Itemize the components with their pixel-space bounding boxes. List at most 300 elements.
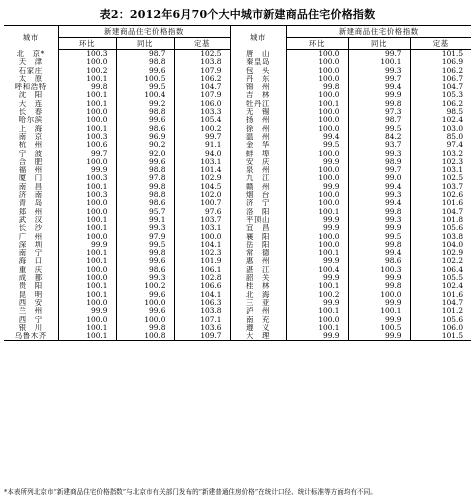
fixed-cell: 103.8 <box>174 307 230 315</box>
table-row <box>4 282 471 290</box>
city-cell: 岳 阳 <box>230 241 286 249</box>
mom-cell: 100.0 <box>58 266 116 274</box>
city-cell: 湛 江 <box>230 266 286 274</box>
city-cell: 常 德 <box>230 249 286 257</box>
fixed-cell: 101.5 <box>410 50 471 59</box>
fixed-cell: 104.0 <box>410 241 471 249</box>
yoy-cell: 99.8 <box>116 249 174 257</box>
table-row <box>4 141 471 149</box>
city-cell: 青 岛 <box>18 199 43 208</box>
city-cell: 银 川 <box>18 323 43 332</box>
fixed-cell: 104.7 <box>174 83 230 91</box>
fixed-cell: 102.0 <box>174 191 230 199</box>
yoy-cell: 100.2 <box>116 282 174 290</box>
header-yoy-left: 同比 <box>116 38 174 50</box>
mom-cell: 99.8 <box>58 83 116 91</box>
city-cell: 福 州 <box>18 166 43 175</box>
mom-cell: 99.9 <box>286 224 348 232</box>
mom-cell: 99.9 <box>286 274 348 282</box>
fixed-cell: 102.2 <box>410 257 471 265</box>
mom-cell: 100.1 <box>286 324 348 332</box>
header-city-left: 城市 <box>4 26 58 50</box>
yoy-cell: 99.6 <box>116 116 174 124</box>
city-cell: 包 头 <box>230 67 286 75</box>
fixed-cell: 101.5 <box>410 332 471 341</box>
city-cell: 海 口 <box>18 257 43 266</box>
yoy-cell: 93.7 <box>348 141 410 149</box>
city-cell: 丹 东 <box>230 75 286 83</box>
city-cell: 郑 州 <box>18 207 43 216</box>
city-cell: 广 州 <box>18 232 43 241</box>
table-row <box>4 249 471 257</box>
fixed-cell: 97.4 <box>410 141 471 149</box>
city-cell: 济 南 <box>18 191 43 200</box>
city-cell: 扬 州 <box>230 116 286 124</box>
city-cell: 天 津 <box>18 58 43 67</box>
city-cell: 桂 林 <box>230 282 286 290</box>
yoy-cell: 99.9 <box>348 332 410 341</box>
city-cell: 烟 台 <box>230 191 286 199</box>
fixed-cell: 103.2 <box>410 150 471 158</box>
mom-cell: 100.0 <box>286 75 348 83</box>
yoy-cell: 99.5 <box>348 125 410 133</box>
fixed-cell: 107.1 <box>174 316 230 324</box>
yoy-cell: 97.3 <box>348 108 410 116</box>
table-row <box>4 208 471 216</box>
fixed-cell: 105.6 <box>410 316 471 324</box>
mom-cell: 99.9 <box>58 307 116 315</box>
table-row <box>4 100 471 108</box>
yoy-cell: 99.5 <box>116 241 174 249</box>
city-cell: 太 原 <box>18 74 43 83</box>
yoy-cell: 99.7 <box>348 166 410 174</box>
header-mom-right: 环比 <box>286 38 348 50</box>
yoy-cell: 97.9 <box>116 233 174 241</box>
yoy-cell: 97.8 <box>116 174 174 182</box>
mom-cell: 100.1 <box>58 324 116 332</box>
fixed-cell: 104.1 <box>174 291 230 299</box>
city-cell: 唐 山 <box>230 50 286 59</box>
mom-cell: 100.1 <box>286 307 348 315</box>
yoy-cell: 99.3 <box>348 216 410 224</box>
fixed-cell: 106.6 <box>174 282 230 290</box>
city-cell: 九 江 <box>230 174 286 182</box>
fixed-cell: 101.9 <box>174 257 230 265</box>
fixed-cell: 106.3 <box>174 299 230 307</box>
city-cell: 南 宁 <box>18 249 43 258</box>
city-cell: 北 京* <box>16 49 45 58</box>
yoy-cell: 99.4 <box>348 83 410 91</box>
table-row <box>4 299 471 307</box>
header-city-right: 城市 <box>230 26 286 50</box>
yoy-cell: 99.8 <box>348 100 410 108</box>
table-row <box>4 183 471 191</box>
mom-cell: 100.0 <box>58 58 116 66</box>
yoy-cell: 99.3 <box>348 67 410 75</box>
mom-cell: 99.9 <box>58 241 116 249</box>
fixed-cell: 102.8 <box>174 274 230 282</box>
yoy-cell: 98.8 <box>116 108 174 116</box>
city-cell: 贵 阳 <box>18 282 43 291</box>
fixed-cell: 103.8 <box>174 58 230 66</box>
mom-cell: 100.1 <box>286 100 348 108</box>
header-mom-left: 环比 <box>58 38 116 50</box>
mom-cell: 100.1 <box>58 216 116 224</box>
table-row <box>4 199 471 207</box>
yoy-cell: 99.4 <box>348 199 410 207</box>
fixed-cell: 106.2 <box>174 75 230 83</box>
yoy-cell: 98.9 <box>348 158 410 166</box>
yoy-cell: 100.5 <box>116 75 174 83</box>
city-cell: 惠 州 <box>230 257 286 265</box>
table-row <box>4 291 471 299</box>
fixed-cell: 104.7 <box>410 208 471 216</box>
yoy-cell: 96.9 <box>116 133 174 141</box>
city-cell: 沈 阳 <box>18 91 43 100</box>
city-cell: 吉 林 <box>230 91 286 99</box>
mom-cell: 100.1 <box>58 291 116 299</box>
city-cell: 呼和浩特 <box>14 83 47 92</box>
city-cell: 哈尔滨 <box>18 116 43 125</box>
city-cell: 西 宁 <box>18 315 43 324</box>
mom-cell: 100.4 <box>286 266 348 274</box>
fixed-cell: 103.7 <box>410 183 471 191</box>
header-yoy-right: 同比 <box>348 38 410 50</box>
mom-cell: 100.0 <box>286 241 348 249</box>
yoy-cell: 90.2 <box>116 141 174 149</box>
fixed-cell: 104.5 <box>174 183 230 191</box>
mom-cell: 99.9 <box>286 332 348 341</box>
yoy-cell: 98.8 <box>116 58 174 66</box>
mom-cell: 100.0 <box>58 233 116 241</box>
yoy-cell: 99.8 <box>116 324 174 332</box>
fixed-cell: 105.6 <box>410 224 471 232</box>
yoy-cell: 99.0 <box>348 174 410 182</box>
yoy-cell: 100.0 <box>116 299 174 307</box>
city-cell: 长 沙 <box>18 224 43 233</box>
city-cell: 温 州 <box>230 133 286 141</box>
table-row <box>4 216 471 224</box>
fixed-cell: 106.7 <box>410 75 471 83</box>
mom-cell: 100.0 <box>286 50 348 59</box>
mom-cell: 100.0 <box>286 91 348 99</box>
yoy-cell: 99.3 <box>116 224 174 232</box>
fixed-cell: 100.0 <box>174 233 230 241</box>
mom-cell: 100.1 <box>58 100 116 108</box>
header-group-right: 新建商品住宅价格指数 <box>286 26 471 38</box>
yoy-cell: 100.0 <box>116 316 174 324</box>
city-cell: 三 亚 <box>230 299 286 307</box>
city-cell: 南 充 <box>230 316 286 324</box>
city-cell: 上 海 <box>18 124 43 133</box>
fixed-cell: 102.5 <box>174 50 230 59</box>
yoy-cell: 99.8 <box>348 282 410 290</box>
yoy-cell: 98.7 <box>348 116 410 124</box>
city-cell: 昆 明 <box>18 290 43 299</box>
mom-cell: 100.1 <box>58 91 116 99</box>
mom-cell: 100.0 <box>58 158 116 166</box>
yoy-cell: 99.6 <box>116 257 174 265</box>
yoy-cell: 99.6 <box>116 67 174 75</box>
yoy-cell: 99.9 <box>348 91 410 99</box>
yoy-cell: 100.4 <box>116 91 174 99</box>
yoy-cell: 99.9 <box>348 316 410 324</box>
mom-cell: 100.1 <box>58 249 116 257</box>
city-cell: 秦皇岛 <box>230 58 286 66</box>
fixed-cell: 98.5 <box>410 108 471 116</box>
mom-cell: 99.9 <box>58 166 116 174</box>
city-cell: 大 连 <box>18 99 43 108</box>
city-cell: 洛 阳 <box>230 208 286 216</box>
mom-cell: 100.0 <box>58 108 116 116</box>
mom-cell: 100.0 <box>286 58 348 66</box>
yoy-cell: 98.8 <box>116 166 174 174</box>
yoy-cell: 99.4 <box>348 183 410 191</box>
fixed-cell: 85.0 <box>410 133 471 141</box>
table-body <box>4 50 471 341</box>
price-index-table <box>4 25 471 341</box>
mom-cell: 100.0 <box>58 199 116 207</box>
city-cell: 北 海 <box>230 291 286 299</box>
fixed-cell: 101.8 <box>410 216 471 224</box>
city-cell: 宜 昌 <box>230 224 286 232</box>
yoy-cell: 100.8 <box>116 332 174 341</box>
table-row <box>4 191 471 199</box>
mom-cell: 99.9 <box>286 299 348 307</box>
city-cell: 南 昌 <box>18 182 43 191</box>
fixed-cell: 103.6 <box>174 324 230 332</box>
mom-cell: 100.1 <box>58 75 116 83</box>
mom-cell: 100.1 <box>286 282 348 290</box>
mom-cell: 100.0 <box>286 150 348 158</box>
mom-cell: 100.0 <box>286 174 348 182</box>
table-row <box>4 307 471 315</box>
fixed-cell: 102.4 <box>410 282 471 290</box>
fixed-cell: 105.4 <box>174 116 230 124</box>
mom-cell: 100.0 <box>58 116 116 124</box>
fixed-cell: 109.7 <box>174 332 230 341</box>
yoy-cell: 84.2 <box>348 133 410 141</box>
yoy-cell: 98.7 <box>116 50 174 59</box>
fixed-cell: 99.7 <box>174 133 230 141</box>
table-row <box>4 67 471 75</box>
mom-cell: 100.0 <box>286 233 348 241</box>
city-cell: 韶 关 <box>230 274 286 282</box>
yoy-cell: 99.6 <box>116 158 174 166</box>
mom-cell: 100.0 <box>286 108 348 116</box>
fixed-cell: 91.1 <box>174 141 230 149</box>
fixed-cell: 103.1 <box>410 166 471 174</box>
fixed-cell: 103.8 <box>410 233 471 241</box>
city-cell: 牡丹江 <box>230 100 286 108</box>
fixed-cell: 104.1 <box>174 241 230 249</box>
mom-cell: 100.0 <box>286 166 348 174</box>
fixed-cell: 104.7 <box>410 299 471 307</box>
mom-cell: 100.3 <box>58 133 116 141</box>
table-title: 表2：2012年6月70个大中城市新建商品住宅价格指数 <box>99 8 376 21</box>
city-cell: 大 理 <box>230 332 286 341</box>
city-cell: 遵 义 <box>230 324 286 332</box>
mom-cell: 99.9 <box>286 183 348 191</box>
mom-cell: 99.8 <box>286 83 348 91</box>
table-row <box>4 166 471 174</box>
mom-cell: 100.1 <box>286 208 348 216</box>
table-row <box>4 58 471 66</box>
fixed-cell: 104.7 <box>410 83 471 91</box>
table-row <box>4 257 471 265</box>
yoy-cell: 100.1 <box>348 307 410 315</box>
mom-cell: 100.1 <box>58 183 116 191</box>
yoy-cell: 100.1 <box>348 58 410 66</box>
yoy-cell: 100.0 <box>348 291 410 299</box>
mom-cell: 100.1 <box>58 125 116 133</box>
header-fixed-left: 定基 <box>174 38 230 50</box>
fixed-cell: 100.7 <box>174 199 230 207</box>
yoy-cell: 99.6 <box>116 307 174 315</box>
fixed-cell: 101.6 <box>410 291 471 299</box>
yoy-cell: 98.6 <box>116 199 174 207</box>
table-row <box>4 274 471 282</box>
mom-cell: 100.0 <box>58 274 116 282</box>
mom-cell: 100.1 <box>58 332 116 341</box>
city-cell: 厦 门 <box>18 174 43 183</box>
table-row <box>4 83 471 91</box>
yoy-cell: 99.5 <box>116 83 174 91</box>
yoy-cell: 98.6 <box>348 257 410 265</box>
yoy-cell: 100.3 <box>348 266 410 274</box>
fixed-cell: 100.2 <box>174 125 230 133</box>
yoy-cell: 95.7 <box>116 208 174 216</box>
city-cell: 泸 州 <box>230 307 286 315</box>
fixed-cell: 101.4 <box>174 166 230 174</box>
yoy-cell: 99.9 <box>348 224 410 232</box>
yoy-cell: 99.3 <box>116 274 174 282</box>
mom-cell: 100.0 <box>286 199 348 207</box>
yoy-cell: 99.7 <box>348 50 410 59</box>
fixed-cell: 105.3 <box>410 91 471 99</box>
table-row <box>4 150 471 158</box>
mom-cell: 100.1 <box>286 249 348 257</box>
city-cell: 安 庆 <box>230 158 286 166</box>
yoy-cell: 92.0 <box>116 150 174 158</box>
mom-cell: 99.9 <box>286 158 348 166</box>
footnote: *本表所列北京市“新建商品住宅价格指数”与北京市有关部门发布的“新建普通住房价格”在统计口径、统计标准等方面均有不同。 <box>4 488 377 496</box>
fixed-cell: 97.6 <box>174 208 230 216</box>
table-row <box>4 233 471 241</box>
fixed-cell: 106.0 <box>174 100 230 108</box>
yoy-cell: 99.8 <box>348 208 410 216</box>
city-cell: 合 肥 <box>18 157 43 166</box>
city-cell: 杭 州 <box>18 141 43 150</box>
mom-cell: 100.3 <box>58 191 116 199</box>
table-row <box>4 266 471 274</box>
city-cell: 成 都 <box>18 274 43 283</box>
fixed-cell: 107.9 <box>174 91 230 99</box>
mom-cell: 99.5 <box>286 141 348 149</box>
yoy-cell: 99.8 <box>116 183 174 191</box>
table-row <box>4 174 471 182</box>
table-row <box>4 324 471 332</box>
fixed-cell: 102.9 <box>174 174 230 182</box>
mom-cell: 99.9 <box>286 257 348 265</box>
table-row <box>4 108 471 116</box>
yoy-cell: 99.7 <box>348 75 410 83</box>
mom-cell: 100.1 <box>58 282 116 290</box>
fixed-cell: 106.0 <box>410 324 471 332</box>
table-row <box>4 241 471 249</box>
city-cell: 蚌 埠 <box>230 150 286 158</box>
yoy-cell: 99.2 <box>116 100 174 108</box>
city-cell: 徐 州 <box>230 125 286 133</box>
mom-cell: 100.1 <box>58 224 116 232</box>
yoy-cell: 99.5 <box>348 233 410 241</box>
mom-cell: 100.2 <box>286 291 348 299</box>
fixed-cell: 94.0 <box>174 150 230 158</box>
table-row <box>4 50 471 59</box>
fixed-cell: 103.1 <box>174 158 230 166</box>
fixed-cell: 102.6 <box>410 191 471 199</box>
mom-cell: 100.0 <box>286 125 348 133</box>
fixed-cell: 102.5 <box>410 174 471 182</box>
table-row <box>4 75 471 83</box>
fixed-cell: 102.3 <box>174 249 230 257</box>
fixed-cell: 105.5 <box>410 274 471 282</box>
city-cell: 兰 州 <box>18 307 43 316</box>
yoy-cell: 99.3 <box>348 191 410 199</box>
yoy-cell: 99.9 <box>348 274 410 282</box>
mom-cell: 100.0 <box>58 316 116 324</box>
fixed-cell: 103.1 <box>174 224 230 232</box>
table-row <box>4 158 471 166</box>
table-row <box>4 91 471 99</box>
mom-cell: 100.1 <box>58 257 116 265</box>
header-fixed-right: 定基 <box>410 38 471 50</box>
fixed-cell: 106.1 <box>174 266 230 274</box>
fixed-cell: 106.4 <box>410 266 471 274</box>
city-cell: 重 庆 <box>18 265 43 274</box>
table-row <box>4 133 471 141</box>
mom-cell: 100.0 <box>286 67 348 75</box>
mom-cell: 100.0 <box>286 316 348 324</box>
mom-cell: 99.4 <box>286 133 348 141</box>
mom-cell: 100.3 <box>58 50 116 59</box>
mom-cell: 100.0 <box>58 208 116 216</box>
city-cell: 赣 州 <box>230 183 286 191</box>
yoy-cell: 99.3 <box>348 150 410 158</box>
fixed-cell: 102.3 <box>410 158 471 166</box>
yoy-cell: 99.6 <box>116 291 174 299</box>
fixed-cell: 102.9 <box>410 249 471 257</box>
mom-cell: 99.9 <box>286 216 348 224</box>
fixed-cell: 107.9 <box>174 67 230 75</box>
yoy-cell: 99.4 <box>348 249 410 257</box>
city-cell: 南 京 <box>18 132 43 141</box>
fixed-cell: 106.2 <box>410 100 471 108</box>
mom-cell: 100.0 <box>286 116 348 124</box>
table-row <box>4 116 471 124</box>
city-cell: 锦 州 <box>230 83 286 91</box>
yoy-cell: 99.9 <box>348 299 410 307</box>
fixed-cell: 106.9 <box>410 58 471 66</box>
city-cell: 金 华 <box>230 141 286 149</box>
city-cell: 石家庄 <box>18 66 43 75</box>
fixed-cell: 101.2 <box>410 307 471 315</box>
city-cell: 泉 州 <box>230 166 286 174</box>
fixed-cell: 103.0 <box>410 125 471 133</box>
table-row <box>4 125 471 133</box>
fixed-cell: 106.2 <box>410 67 471 75</box>
table-row <box>4 316 471 324</box>
